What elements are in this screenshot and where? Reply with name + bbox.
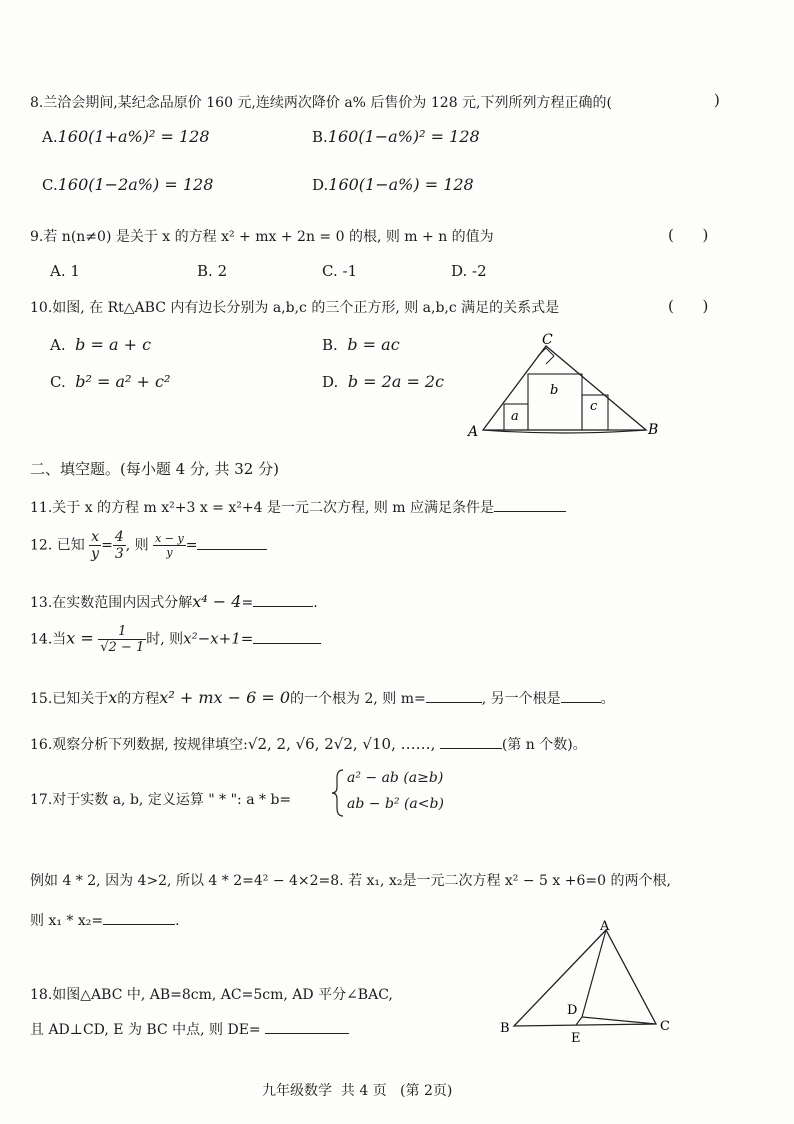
option-expr: 160(1−2a%) = 128 xyxy=(57,175,214,194)
q8-option-a xyxy=(42,127,210,146)
q15-mid: 的方程 xyxy=(117,691,160,707)
q8-option-d xyxy=(312,175,474,194)
q14-answer-blank[interactable] xyxy=(253,629,321,644)
q15-row xyxy=(30,688,615,708)
q12-mid: , 则 xyxy=(125,537,149,554)
page-footer: 九年级数学 共 4 页 (第 2页) xyxy=(262,1083,453,1099)
frac-den: √2 − 1 xyxy=(100,640,145,655)
label-b-vertex: B xyxy=(648,422,659,438)
option-label: D. xyxy=(312,176,329,194)
frac-num: x xyxy=(89,530,101,546)
label-side-b: b xyxy=(550,383,559,398)
q16-tail: (第 n 个数)。 xyxy=(501,737,587,753)
triangle-abc xyxy=(514,930,656,1026)
option-expr: b² = a² + c² xyxy=(75,372,171,391)
option-expr: b = ac xyxy=(347,335,400,354)
q12-answer-blank[interactable] xyxy=(197,535,267,550)
q16-sequence: √2, 2, √6, 2√2, √10, ……, xyxy=(247,735,436,753)
frac-num: 4 xyxy=(114,529,124,545)
q13-end: . xyxy=(313,595,318,611)
q15-expr: x² + mx − 6 = 0 xyxy=(159,688,291,707)
q14-prefix: 14.当 xyxy=(30,631,67,648)
q17-brace-icon xyxy=(331,768,345,818)
option-label: D. xyxy=(451,262,468,280)
q15-root-blank[interactable] xyxy=(561,688,601,703)
q8-paren-close: ) xyxy=(714,91,720,109)
option-label: B. xyxy=(312,128,328,146)
triangle-abc xyxy=(483,346,646,430)
q9-option-a xyxy=(50,262,80,280)
q14-expr: x²−x+1= xyxy=(183,629,254,648)
option-value: -1 xyxy=(342,262,358,280)
label-c: C xyxy=(660,1019,670,1034)
q10-option-c xyxy=(50,372,170,391)
option-label: B. xyxy=(322,336,338,354)
q8-option-b xyxy=(312,127,480,146)
option-label: C. xyxy=(322,262,338,280)
frac-num: 1 xyxy=(98,625,146,640)
q17-then-row xyxy=(30,910,180,930)
fraction-x-minus-y-over-y xyxy=(153,533,186,558)
option-label: D. xyxy=(322,373,339,391)
q9-option-b xyxy=(197,262,227,280)
q15-prefix: 15.已知关于 xyxy=(30,691,109,707)
frac-num: x − y xyxy=(155,532,184,545)
q9-paren: ( ) xyxy=(668,226,709,244)
option-value: 1 xyxy=(70,262,80,280)
label-d: D xyxy=(567,1003,578,1018)
section2-title: 二、填空题。(每小题 4 分, 共 32 分) xyxy=(30,460,279,478)
equals: = xyxy=(101,537,113,554)
label-side-c: c xyxy=(590,399,598,414)
option-label: A. xyxy=(50,262,66,280)
q12-prefix: 12. 已知 xyxy=(30,537,85,554)
q12-tail: = xyxy=(185,537,198,554)
option-label: A. xyxy=(42,128,58,146)
q15-tail2: , 另一个根是 xyxy=(481,691,561,707)
option-expr: b = 2a = 2c xyxy=(347,372,445,391)
q8-option-c xyxy=(42,175,213,194)
q18-line2-row xyxy=(30,1019,349,1039)
option-expr: 160(1−a%) = 128 xyxy=(328,175,474,194)
fraction-1-over-sqrt2-minus-1 xyxy=(98,625,146,654)
label-e: E xyxy=(571,1031,581,1046)
option-expr: 160(1+a%)² = 128 xyxy=(57,127,210,146)
q17-example: 例如 4 * 2, 因为 4>2, 所以 4 * 2=4² − 4×2=8. 若 x₁, x₂是一元二次方程 x² − 5 x +6=0 的两个根, xyxy=(30,873,671,889)
option-expr: 160(1−a%)² = 128 xyxy=(327,127,480,146)
q14-var: x = xyxy=(66,628,94,648)
q15-end: 。 xyxy=(600,691,615,707)
q16-row xyxy=(30,734,587,754)
option-label: B. xyxy=(197,262,213,280)
segment-de xyxy=(576,1017,582,1025)
q13-prefix: 13.在实数范围内因式分解 xyxy=(30,595,193,611)
q10-option-b xyxy=(322,335,400,354)
q18-figure xyxy=(496,918,676,1046)
q17-case1: a² − ab (a≥b) xyxy=(347,770,444,786)
frac-den: 3 xyxy=(114,546,124,562)
q11-row xyxy=(30,497,566,517)
q17-case2: ab − b² (a<b) xyxy=(347,796,444,812)
q11-text: 11.关于 x 的方程 m x²+3 x = x²+4 是一元二次方程, 则 m 应满足条件是 xyxy=(30,500,495,516)
label-c-vertex: C xyxy=(542,332,553,348)
q15-var: x xyxy=(108,688,118,707)
q17-end: . xyxy=(175,913,180,929)
q11-answer-blank[interactable] xyxy=(494,497,566,512)
q18-line2: 且 AD⊥CD, E 为 BC 中点, 则 DE= xyxy=(30,1022,261,1038)
q14-mid: 时, 则 xyxy=(146,631,184,648)
q10-paren: ( ) xyxy=(668,297,709,315)
q10-stem: 10.如图, 在 Rt△ABC 内有边长分别为 a,b,c 的三个正方形, 则 a,b,c 满足的关系式是 xyxy=(30,300,560,316)
q10-figure xyxy=(466,328,666,440)
fraction-4-over-3 xyxy=(113,530,126,561)
q9-option-c xyxy=(322,262,357,280)
q16-answer-blank[interactable] xyxy=(440,734,502,749)
option-label: C. xyxy=(42,176,58,194)
q10-option-d xyxy=(322,372,444,391)
q9-option-d xyxy=(451,262,487,280)
q13-expr: x⁴ − 4 xyxy=(192,592,242,611)
frac-den: y xyxy=(166,546,173,559)
fraction-x-over-y xyxy=(89,530,101,561)
option-label: A. xyxy=(50,336,66,354)
q17-prefix: 17.对于实数 a, b, 定义运算 " * ": a * b= xyxy=(30,792,292,808)
q12-row xyxy=(30,530,267,561)
label-a: A xyxy=(600,919,610,934)
q9-stem: 9.若 n(n≠0) 是关于 x 的方程 x² + mx + 2n = 0 的根, 则 m + n 的值为 xyxy=(30,229,494,245)
q18-answer-blank[interactable] xyxy=(265,1019,349,1034)
q13-tail: = xyxy=(241,595,254,611)
label-b: B xyxy=(500,1021,510,1036)
q15-tail: 的一个根为 2, 则 m= xyxy=(290,691,426,707)
option-label: C. xyxy=(50,373,66,391)
segment-dc xyxy=(582,1017,656,1024)
q13-row xyxy=(30,592,318,612)
q16-prefix: 16.观察分析下列数据, 按规律填空: xyxy=(30,737,248,753)
q10-option-a xyxy=(50,335,151,354)
frac-den: y xyxy=(91,546,100,562)
q15-m-blank[interactable] xyxy=(426,688,482,703)
option-value: -2 xyxy=(472,262,487,280)
q13-answer-blank[interactable] xyxy=(253,592,313,607)
q14-row xyxy=(30,625,321,654)
q8-stem: 8.兰洽会期间,某纪念品原价 160 元,连续两次降价 a% 后售价为 128 元,下列所列方程正确的( xyxy=(30,95,612,111)
label-side-a: a xyxy=(511,409,519,424)
q18-line1: 18.如图△ABC 中, AB=8cm, AC=5cm, AD 平分∠BAC, xyxy=(30,987,393,1003)
q17-then: 则 x₁ * x₂= xyxy=(30,913,104,929)
q17-answer-blank[interactable] xyxy=(103,910,175,925)
option-value: 2 xyxy=(217,262,228,280)
label-a-vertex: A xyxy=(468,424,479,440)
option-expr: b = a + c xyxy=(75,335,152,354)
